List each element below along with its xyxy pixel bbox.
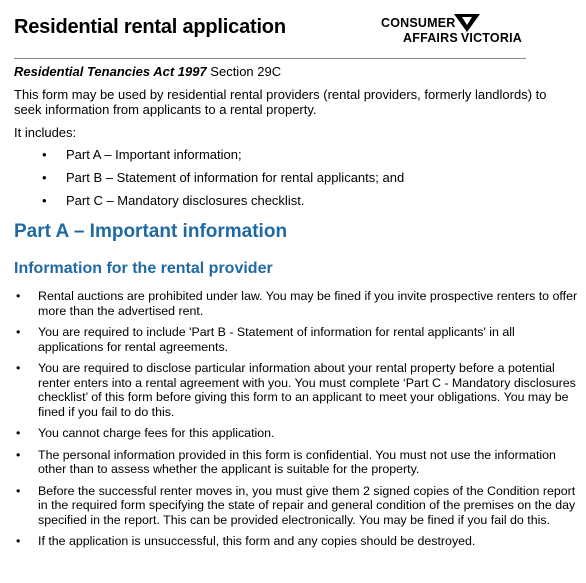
parts-list — [42, 147, 404, 216]
rental-provider-subheading: Information for the rental provider — [14, 260, 273, 277]
it-includes-label: It includes: — [14, 125, 77, 140]
list-item — [14, 426, 580, 441]
bullet-icon: • — [42, 147, 47, 162]
list-item-text: You are required to include 'Part B - Statement of information for rental applicants' in all applications for rental agreements. — [38, 325, 515, 354]
bullet-icon: • — [16, 447, 21, 462]
list-item — [14, 448, 580, 477]
act-name: Residential Tenancies Act 1997 — [14, 64, 207, 79]
list-item-text: If the application is unsuccessful, this form and any copies should be destroyed. — [38, 534, 476, 548]
list-item-text: Part B – Statement of information for rental applicants; and — [66, 170, 405, 185]
rental-provider-info-list — [14, 289, 580, 556]
bullet-icon: • — [42, 170, 47, 185]
list-item-text: Part A – Important information; — [66, 147, 242, 162]
bullet-icon: • — [16, 325, 21, 339]
list-item-text: Rental auctions are prohibited under law. You may be fined if you invite prospective renters to offer more than the advertised rent. — [38, 289, 578, 318]
bullet-icon: • — [42, 193, 47, 208]
list-item — [14, 325, 580, 354]
list-item — [14, 289, 580, 318]
logo-affairs: AFFAIRS — [403, 31, 458, 45]
act-section: Section 29C — [206, 64, 282, 79]
act-reference — [14, 64, 281, 79]
consumer-affairs-victoria-logo — [381, 14, 531, 48]
list-item — [42, 193, 404, 216]
victoria-triangle-icon — [454, 14, 480, 32]
page-title: Residential rental application — [14, 16, 286, 38]
list-item-text: You cannot charge fees for this application. — [38, 426, 275, 440]
header-divider — [14, 58, 526, 59]
list-item-text: Part C – Mandatory disclosures checklist. — [66, 193, 305, 208]
list-item-text: Before the successful renter moves in, you must give them 2 signed copies of the Condition report in the required form specifying the state of repair and general condition of the premises on the day specified in the report. This can be provided electronically. You may be fined if you fail do this. — [38, 483, 576, 527]
logo-line-2 — [403, 31, 522, 45]
logo-victoria: VICTORIA — [460, 31, 522, 45]
bullet-icon: • — [16, 483, 21, 498]
list-item — [42, 170, 404, 193]
list-item — [14, 484, 580, 528]
list-item — [42, 147, 404, 170]
logo-line-1: CONSUMER — [381, 16, 456, 30]
bullet-icon: • — [16, 534, 21, 548]
list-item-text: The personal information provided in this form is confidential. You must not use the information other than to assess whether the applicant is suitable for the property. — [38, 447, 556, 476]
list-item — [14, 361, 580, 419]
intro-paragraph: This form may be used by residential rental providers (rental providers, formerly landlords) to seek information from applicants to a rental property. — [14, 87, 547, 117]
list-item-text: You are required to disclose particular information about your rental property before a potential renter enters into a rental agreement with you. You must complete ‘Part C - Mandatory disclosures checklist’ of this form before giving this form to an applicant to meet your obligations. You may be fined if you fail to do this. — [38, 361, 576, 419]
part-a-heading: Part A – Important information — [14, 221, 288, 242]
bullet-icon: • — [16, 361, 21, 375]
bullet-icon: • — [16, 289, 21, 303]
bullet-icon: • — [16, 426, 21, 440]
list-item — [14, 534, 580, 549]
